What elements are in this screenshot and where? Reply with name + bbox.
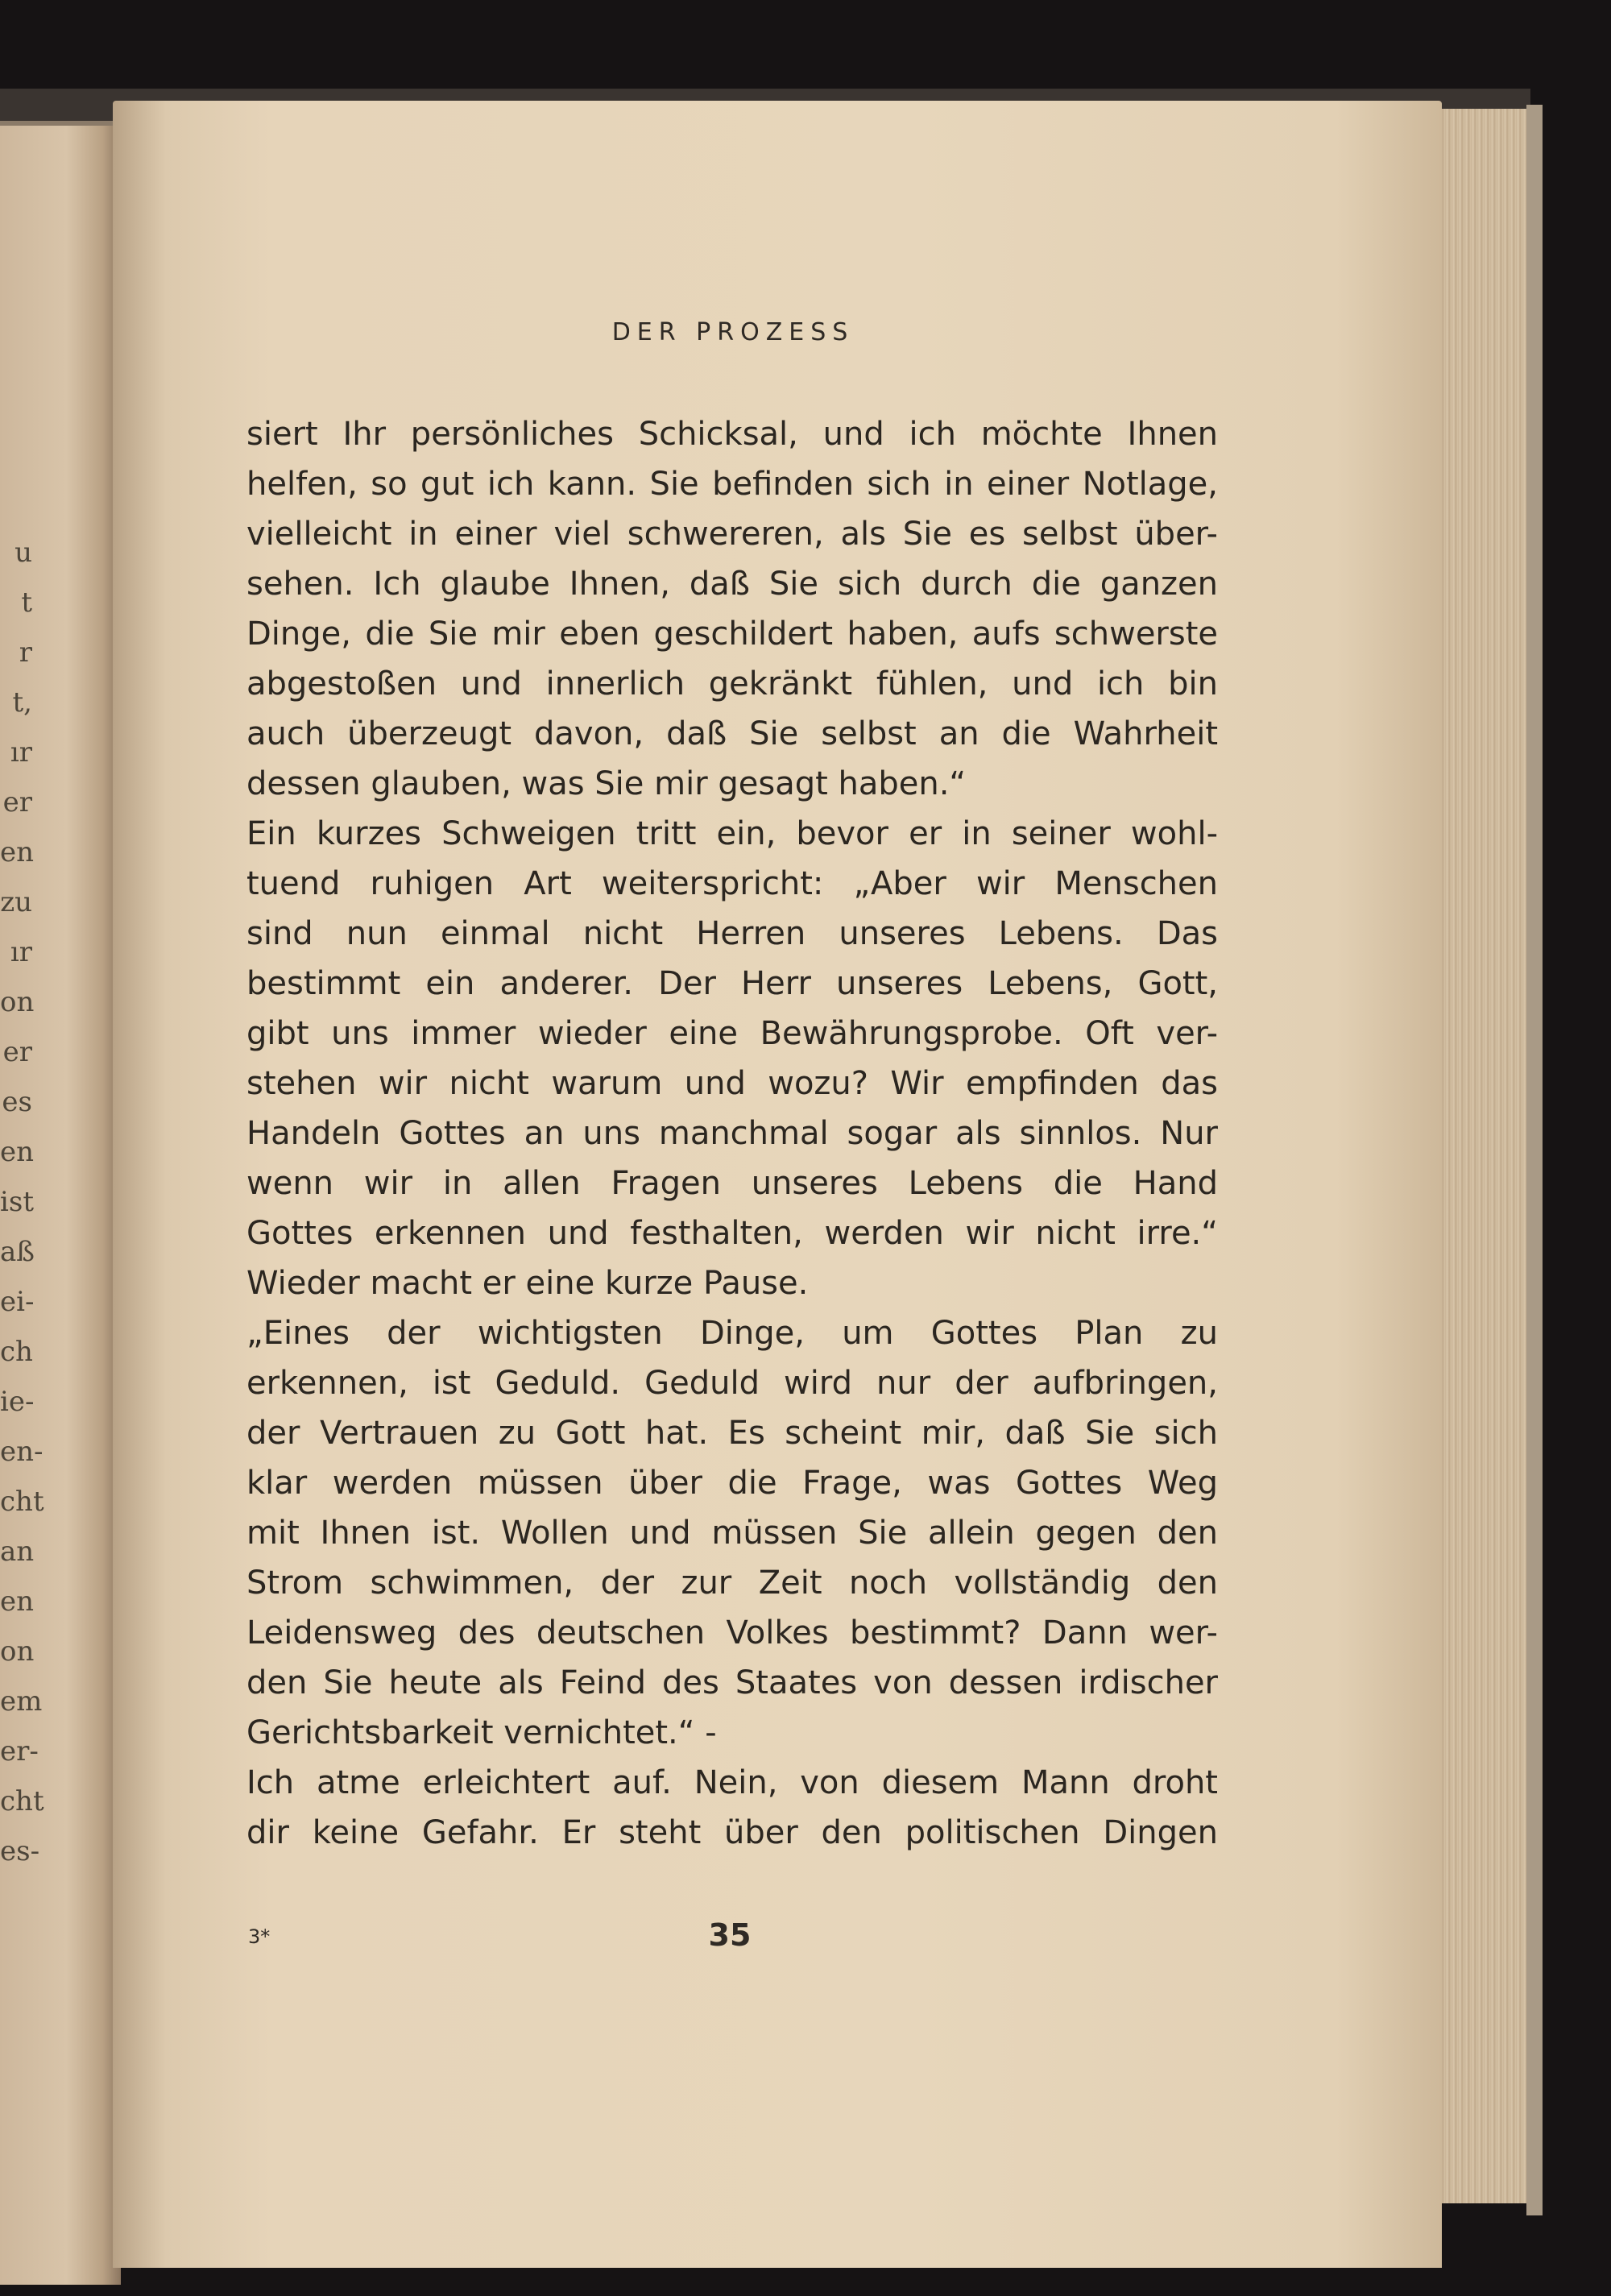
page-fore-edge — [1426, 109, 1539, 2203]
text-line: Gottes erkennen und festhalten, werden wir nicht irre.“ — [246, 1215, 1218, 1252]
left-page-fragment: er — [2, 1036, 32, 1068]
text-line: vielleicht in einer viel schwereren, als Sie es selbst über- — [246, 516, 1218, 553]
text-line: Gerichtsbarkeit vernichtet.“ - — [246, 1714, 717, 1751]
left-page-fragment: en — [0, 1585, 35, 1618]
text-line: helfen, so gut ich kann. Sie befinden sich in einer Notlage, — [246, 466, 1218, 503]
text-line: sehen. Ich glaube Ihnen, daß Sie sich durch die ganzen — [246, 566, 1218, 603]
body-text — [246, 409, 1218, 1858]
text-line: wenn wir in allen Fragen unseres Lebens die Hand — [246, 1165, 1218, 1202]
left-page-fragment: on — [0, 1635, 35, 1668]
left-page-fragment: u — [14, 537, 32, 569]
left-page-fragment: t, — [12, 686, 32, 719]
text-line: gibt uns immer wieder eine Bewährungsprobe. Oft ver- — [246, 1015, 1218, 1052]
left-page-fragment: ist — [0, 1186, 34, 1218]
text-line: Wieder macht er eine kurze Pause. — [246, 1265, 809, 1302]
text-line: tuend ruhigen Art weiterspricht: „Aber wir Menschen — [246, 865, 1218, 902]
text-line: den Sie heute als Feind des Staates von dessen irdischer — [246, 1664, 1218, 1701]
left-page-fragment: en- — [0, 1436, 43, 1468]
left-page-fragment: ei- — [0, 1286, 35, 1318]
left-page-fragment: zu — [0, 886, 32, 918]
signature-mark: 3* — [248, 1925, 271, 1948]
left-page-fragment: es — [2, 1086, 32, 1118]
page-number: 35 — [708, 1917, 752, 1953]
left-page-fragment: cht — [0, 1486, 44, 1518]
left-page-fragment: t — [21, 586, 32, 619]
left-page-fragment: aß — [0, 1236, 35, 1268]
text-line: Dinge, die Sie mir eben geschildert haben, aufs schwerste — [246, 615, 1218, 653]
text-line: Ich atme erleichtert auf. Nein, von diesem Mann droht — [246, 1764, 1218, 1801]
left-page-fragment: er- — [0, 1735, 39, 1768]
text-line: abgestoßen und innerlich gekränkt fühlen, und ich bin — [246, 665, 1218, 702]
left-page-fragment: en — [0, 1136, 35, 1168]
left-page-fragment: ch — [0, 1336, 33, 1368]
left-page-fragment: er — [2, 786, 32, 819]
text-line: stehen wir nicht warum und wozu? Wir empfinden das — [246, 1065, 1218, 1102]
left-page-fragment: cht — [0, 1785, 44, 1817]
text-line: dessen glauben, was Sie mir gesagt haben.“ — [246, 765, 967, 802]
left-page-fragment: r — [19, 636, 32, 669]
book-cover-edge — [1526, 105, 1543, 2215]
left-page-fragment: em — [0, 1685, 43, 1718]
text-line: Ein kurzes Schweigen tritt ein, bevor er in seiner wohl- — [246, 815, 1218, 852]
text-line: erkennen, ist Geduld. Geduld wird nur der aufbringen, — [246, 1365, 1218, 1402]
text-line: siert Ihr persönliches Schicksal, und ich möchte Ihnen — [246, 416, 1218, 453]
text-line: auch überzeugt davon, daß Sie selbst an die Wahrheit — [246, 715, 1218, 752]
text-line: mit Ihnen ist. Wollen und müssen Sie allein gegen den — [246, 1515, 1218, 1552]
left-page-fragment: an — [0, 1536, 35, 1568]
left-page-fragment: ır — [10, 936, 32, 968]
left-page-fragment: en — [0, 836, 35, 868]
text-line: Leidensweg des deutschen Volkes bestimmt? Dann wer- — [246, 1614, 1218, 1652]
left-page-fragment: on — [0, 986, 35, 1018]
text-line: „Eines der wichtigsten Dinge, um Gottes Plan zu — [246, 1315, 1218, 1352]
text-line: klar werden müssen über die Frage, was Gottes Weg — [246, 1465, 1218, 1502]
text-line: dir keine Gefahr. Er steht über den politischen Dingen — [246, 1814, 1218, 1851]
running-head: DER PROZESS — [611, 318, 855, 346]
left-page-edge — [0, 121, 121, 2285]
left-page-fragment: ır — [10, 736, 32, 769]
text-line: bestimmt ein anderer. Der Herr unseres Lebens, Gott, — [246, 965, 1218, 1002]
text-line: Strom schwimmen, der zur Zeit noch vollständig den — [246, 1565, 1218, 1602]
text-line: der Vertrauen zu Gott hat. Es scheint mir, daß Sie sich — [246, 1415, 1218, 1452]
text-line: Handeln Gottes an uns manchmal sogar als sinnlos. Nur — [246, 1115, 1218, 1152]
text-line: sind nun einmal nicht Herren unseres Lebens. Das — [246, 915, 1218, 952]
left-page-fragment: ie- — [0, 1386, 35, 1418]
left-page-fragment: es- — [0, 1835, 40, 1867]
